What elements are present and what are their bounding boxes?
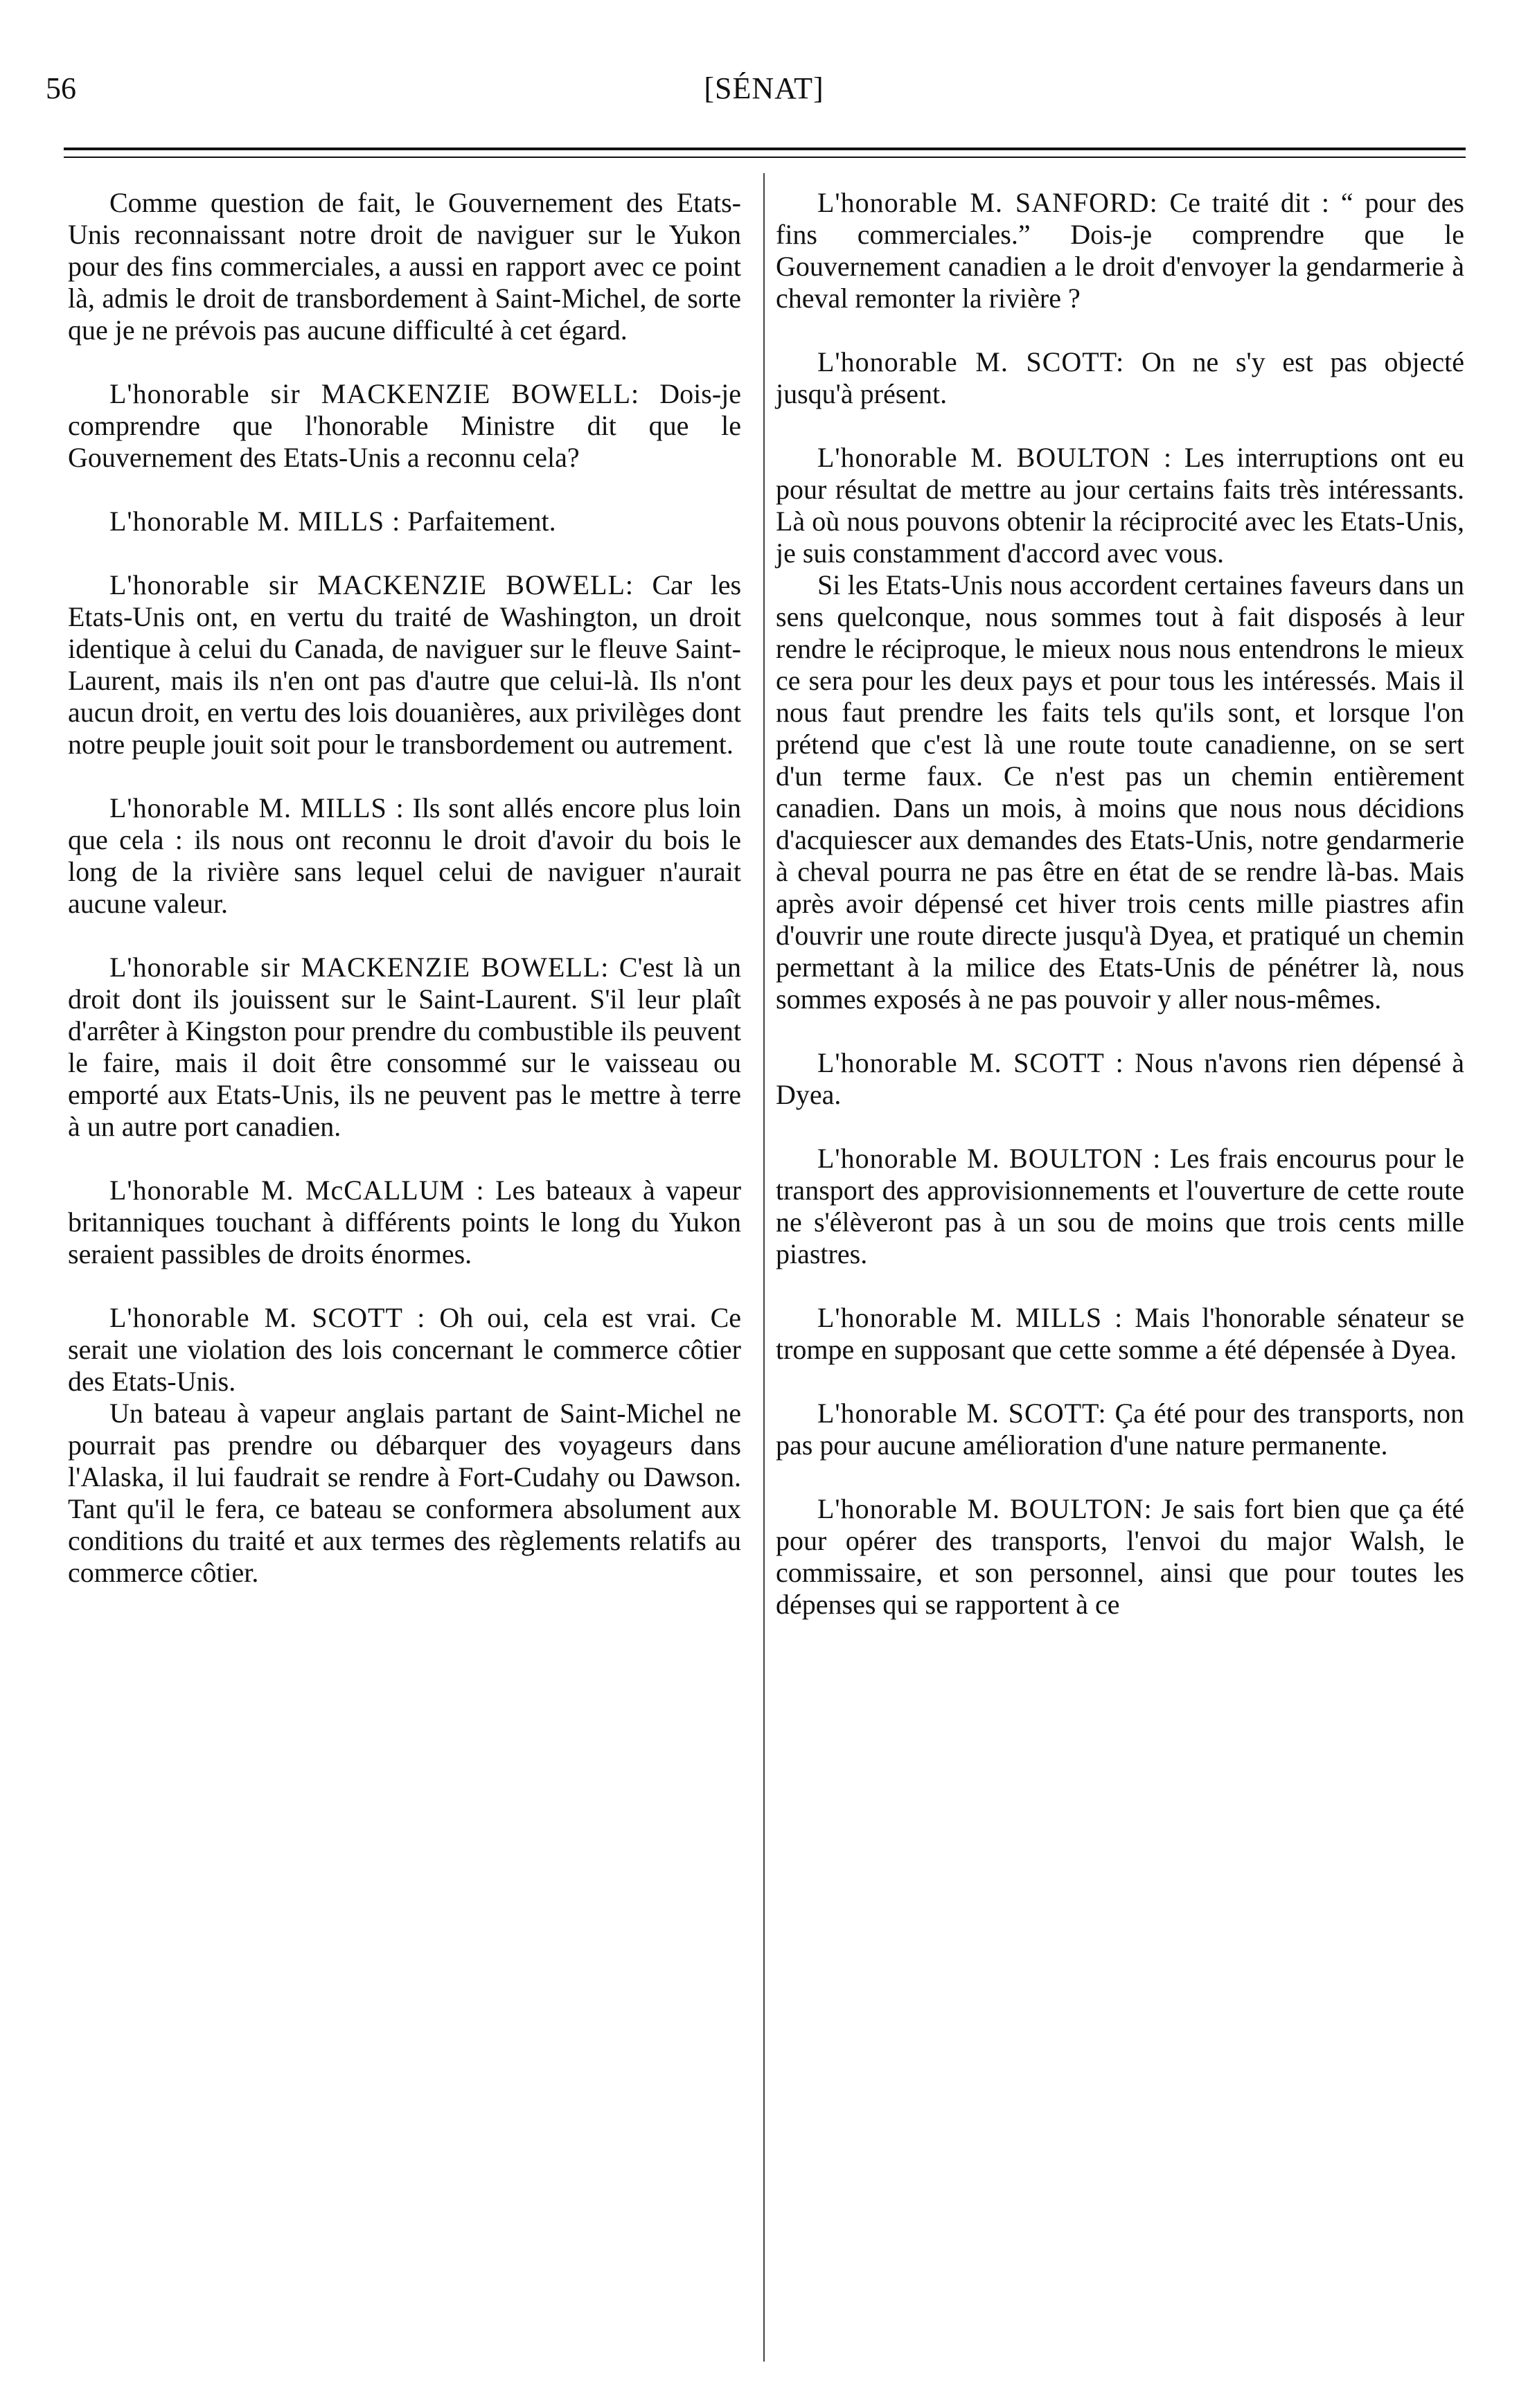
paragraph: [68, 952, 741, 1143]
header-rule-thin: [64, 157, 1466, 158]
speaker-name: L'honorable M. SCOTT :: [109, 1302, 426, 1333]
paragraph-text: Mais l'honorable sénateur se trompe en supposant que cette somme a été dépensée à Dyea.: [776, 1302, 1464, 1365]
paragraph-text: On ne s'y est pas objecté jusqu'à présent.: [776, 346, 1465, 409]
paragraph: [68, 187, 741, 346]
speaker-name: L'honorable sir MACKENZIE BOWELL:: [109, 952, 610, 983]
page-header: [0, 0, 1528, 125]
paragraph-text: Dois-je comprendre que l'honorable Ministre dit que le Gouvernement des Etats-Unis a reconnu cela?: [68, 378, 742, 473]
paragraph-text: Si les Etats-Unis nous accordent certaines faveurs dans un sens quelconque, nous sommes tout à fait disposés à leur rendre le réciproque, le mieux nous nous entendrons le mieux ce sera pour les deux pays et pour tous les intéressés. Mais il nous faut prendre les faits tels qu'ils sont, et lorsque l'on prétend que c'est là une route toute canadienne, on se sert d'un terme faux. Ce n'est pas un chemin entièrement canadien. Dans un mois, à moins que nous nous décidions d'acquiescer aux demandes des Etats-Unis, notre gendarmerie à cheval pourra ne pas être en état de se rendre là-bas. Mais après avoir dépensé cet hiver trois cents mille piastres afin d'ouvrir une route directe jusqu'à Dyea, et pratiqué un chemin permettant à la milice des Etats-Unis de pénétrer là, nous sommes exposés à ne pas pouvoir y aller nous-mêmes.: [776, 569, 1464, 1015]
paragraph-text: Je sais fort bien que ça été pour opérer des transports, l'envoi du major Walsh, le commissaire, et son personnel, ainsi que pour toutes les dépenses qui se rapportent à ce: [776, 1493, 1465, 1620]
paragraph: [776, 187, 1464, 314]
left-column: [68, 187, 741, 1589]
speaker-name: L'honorable M. SCOTT :: [817, 1047, 1124, 1078]
paragraph-text: C'est là un droit dont ils jouissent sur le Saint-Laurent. S'il leur plaît d'arrêter à Kingston pour prendre du combustible ils peuvent le faire, mais il doit être consommé sur le vaisseau ou emporté aux Etats-Unis, ils ne peuvent pas le mettre à terre à un autre port canadien.: [68, 952, 742, 1142]
paragraph-text: Nous n'avons rien dépensé à Dyea.: [776, 1047, 1465, 1110]
paragraph-text: Parfaitement.: [407, 506, 556, 537]
paragraph: [776, 1143, 1464, 1270]
speaker-name: L'honorable M. MILLS :: [817, 1302, 1123, 1333]
paragraph: [776, 1302, 1464, 1366]
paragraph: [68, 792, 741, 920]
speaker-name: L'honorable M. BOULTON :: [817, 442, 1173, 473]
right-column: [776, 187, 1464, 1621]
speaker-name: L'honorable M. BOULTON:: [817, 1493, 1153, 1524]
paragraph-text: Les interruptions ont eu pour résultat de mettre au jour certains faits très intéressants. Là où nous pouvons obtenir la réciprocité avec les Etats-Unis, je suis constamment d'accord avec vous.: [776, 442, 1464, 569]
paragraph-text: Oh oui, cela est vrai. Ce serait une violation des lois concernant le commerce côtier des Etats-Unis.: [68, 1302, 742, 1397]
speaker-name: L'honorable M. MILLS :: [109, 506, 401, 537]
speaker-name: L'honorable M. MILLS :: [109, 792, 405, 823]
paragraph: [776, 1493, 1464, 1621]
paragraph: [776, 442, 1464, 569]
paragraph: [68, 1398, 741, 1589]
paragraph: [776, 346, 1464, 410]
paragraph-text: Ça été pour des transports, non pas pour aucune amélioration d'une nature permanente.: [776, 1398, 1465, 1461]
paragraph-text: Les frais encourus pour le transport des approvisionnements et l'ouverture de cette route ne s'élèveront pas à un sou de moins que trois cents mille piastres.: [776, 1143, 1464, 1269]
paragraph: [776, 1047, 1464, 1111]
speaker-name: L'honorable M. McCALLUM :: [109, 1175, 485, 1206]
paragraph-text: Comme question de fait, le Gouvernement des Etats-Unis reconnaissant notre droit de naviguer sur le Yukon pour des fins commerciales, a aussi en rapport avec ce point là, admis le droit de transbordement à Saint-Michel, de sorte que je ne prévois pas aucune difficulté à cet égard.: [68, 187, 741, 346]
speaker-name: L'honorable sir MACKENZIE BOWELL:: [109, 378, 640, 409]
speaker-name: L'honorable M. SCOTT:: [817, 1398, 1107, 1429]
paragraph: [68, 506, 741, 537]
speaker-name: L'honorable M. BOULTON :: [817, 1143, 1162, 1174]
header-rule-thick: [64, 148, 1466, 150]
speaker-name: L'honorable M. SANFORD:: [817, 187, 1158, 218]
paragraph-text: Car les Etats-Unis ont, en vertu du traité de Washington, un droit identique à celui du Canada, de naviguer sur le fleuve Saint-Laurent, mais ils n'en ont pas d'autre que celui-là. Ils n'ont aucun droit, en vertu des lois douanières, aux privilèges dont notre peuple jouit soit pour le transbordement ou autrement.: [68, 569, 742, 760]
paragraph: [68, 378, 741, 474]
speaker-name: L'honorable sir MACKENZIE BOWELL:: [109, 569, 634, 600]
paragraph-text: Ce traité dit : “ pour des fins commerciales.” Dois-je comprendre que le Gouvernement canadien a le droit d'envoyer la gendarmerie à cheval remonter la rivière ?: [776, 187, 1464, 314]
paragraph: [68, 569, 741, 760]
paragraph-text: Les bateaux à vapeur britanniques touchant à différents points le long du Yukon seraient passibles de droits énormes.: [68, 1175, 742, 1269]
column-divider: [763, 173, 765, 2362]
running-head-title: [SÉNAT]: [704, 71, 824, 105]
paragraph: [68, 1302, 741, 1398]
paragraph-text: Ils sont allés encore plus loin que cela : ils nous ont reconnu le droit d'avoir du bois le long de la rivière sans lequel celui de naviguer n'aurait aucune valeur.: [68, 792, 742, 919]
paragraph: [776, 1398, 1464, 1461]
page-number: 56: [46, 71, 76, 105]
paragraph: [68, 1175, 741, 1270]
paragraph: [776, 569, 1464, 1015]
paragraph-text: Un bateau à vapeur anglais partant de Saint-Michel ne pourrait pas prendre ou débarquer des voyageurs dans l'Alaska, il lui faudrait se rendre à Fort-Cudahy ou Dawson. Tant qu'il le fera, ce bateau se conformera absolument aux conditions du traité et aux termes des règlements relatifs au commerce côtier.: [68, 1398, 741, 1588]
speaker-name: L'honorable M. SCOTT:: [817, 346, 1125, 377]
